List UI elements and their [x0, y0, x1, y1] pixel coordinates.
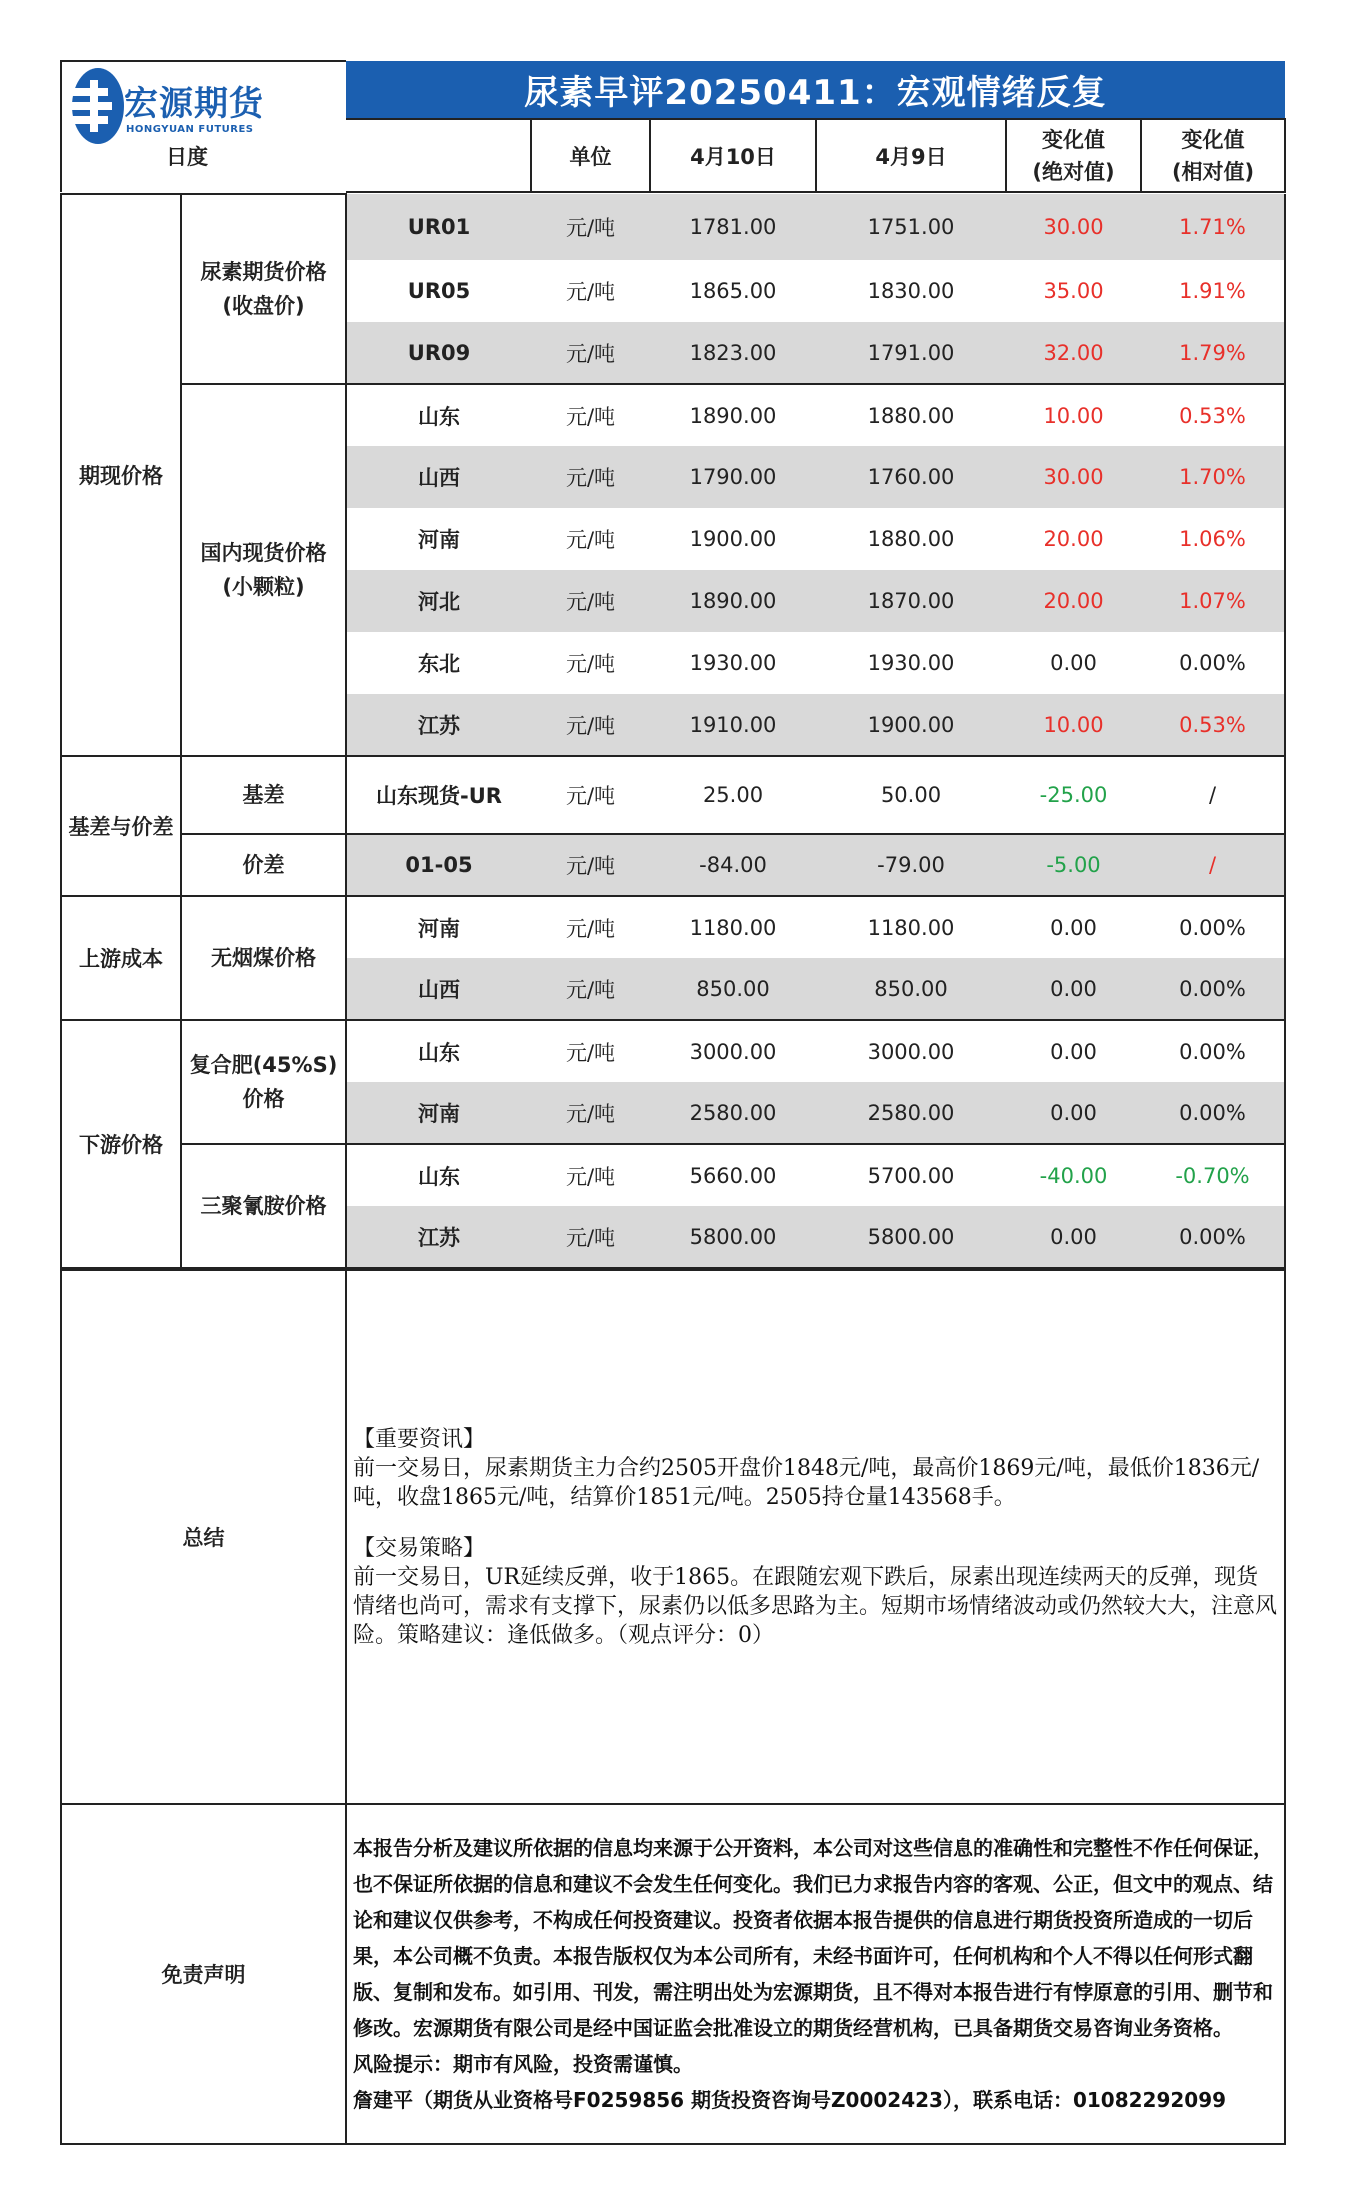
- row-abs-change: 10.00: [1043, 403, 1104, 428]
- row-name: 山东: [418, 1040, 460, 1065]
- col-rel-change-header: 变化值 (相对值): [1141, 119, 1285, 192]
- section-label: 基差与价差: [61, 756, 181, 896]
- row-unit: 元/吨: [531, 322, 650, 384]
- row-abs-change: 20.00: [1006, 570, 1141, 632]
- row-value-d1: 5800.00: [650, 1206, 816, 1268]
- row-value-d2: 1760.00: [816, 446, 1006, 508]
- strategy-body: 前一交易日，UR延续反弹，收于1865。在跟随宏观下跌后，尿素出现连续两天的反弹，现货情绪也尚可，需求有支撑下，尿素仍以低多思路为主。短期市场情绪波动或仍然较大大，注意风险。策略建议：逢低做多。（观点评分：0）: [353, 1564, 1278, 1648]
- row-value-d2: 1880.00: [867, 403, 955, 428]
- subsection-label-line: 三聚氰胺价格: [200, 1194, 327, 1218]
- row-abs-change: 0.00: [1050, 915, 1097, 940]
- subsection-label-line: 国内现货价格: [200, 541, 327, 565]
- row-rel-change: 1.06%: [1141, 508, 1285, 570]
- table-row: [61, 194, 1285, 260]
- row-name: 江苏: [346, 694, 531, 756]
- row-name: 01-05: [346, 834, 531, 896]
- report-sheet: [60, 60, 1284, 2145]
- row-value-d1: 1790.00: [650, 446, 816, 508]
- summary-label: 总结: [61, 1270, 346, 1804]
- row-abs-change: 30.00: [1006, 194, 1141, 260]
- table-row: [61, 1144, 1285, 1206]
- row-value-d1: -84.00: [650, 834, 816, 896]
- row-value-d2: 1900.00: [816, 694, 1006, 756]
- table-row: [61, 896, 1285, 958]
- row-rel-change: 1.07%: [1141, 570, 1285, 632]
- row-abs-change: 10.00: [1006, 694, 1141, 756]
- section-label: 期现价格: [61, 194, 181, 756]
- row-name: UR09: [346, 322, 531, 384]
- row-unit: 元/吨: [531, 756, 650, 834]
- row-abs-change: 0.00: [1050, 1039, 1097, 1064]
- row-rel-change: 0.00%: [1141, 896, 1285, 958]
- row-rel-change: /: [1141, 834, 1285, 896]
- row-rel-change: 0.00%: [1141, 1020, 1285, 1082]
- table-row: [61, 834, 1285, 896]
- table-row: [61, 1020, 1285, 1082]
- row-value-d1: 1823.00: [650, 322, 816, 384]
- col-date2-header: 4月9日: [816, 119, 1006, 192]
- row-abs-change: -25.00: [1006, 756, 1141, 834]
- subsection-label-line: 价格: [242, 1087, 285, 1111]
- row-name: 江苏: [346, 1206, 531, 1268]
- subsection-label-line: 复合肥(45%S): [189, 1053, 338, 1077]
- row-name: 山西: [346, 446, 531, 508]
- news-body: 前一交易日，尿素期货主力合约2505开盘价1848元/吨，最高价1869元/吨，最低价1836元/吨，收盘1865元/吨，结算价1851元/吨。2505持仓量143568手。: [353, 1455, 1260, 1510]
- disclaimer-body: 本报告分析及建议所依据的信息均来源于公开资料，本公司对这些信息的准确性和完整性不作任何保证，也不保证所依据的信息和建议不会发生任何变化。我们已力求报告内容的客观、公正，但文中的观点、结论和建议仅供参考，不构成任何投资建议。投资者依据本报告提供的信息进行期货投资所造成的一切后果，本公司概不负责。本报告版权仅为本公司所有，未经书面许可，任何机构和个人不得以任何形式翻版、复制和发布。如引用、刊发，需注明出处为宏源期货，且不得对本报告进行有悖原意的引用、删节和修改。宏源期货有限公司是经中国证监会批准设立的期货经营机构，已具备期货交易咨询业务资格。: [353, 1836, 1273, 2040]
- row-value-d1: 1890.00: [650, 570, 816, 632]
- strategy-title: 【交易策略】: [353, 1535, 486, 1561]
- row-unit: 元/吨: [531, 446, 650, 508]
- row-value-d1: 1180.00: [689, 915, 777, 940]
- report-table: [60, 60, 1286, 193]
- row-name: 河南: [346, 1082, 531, 1144]
- row-name: 山西: [346, 958, 531, 1020]
- section-label: 上游成本: [61, 896, 181, 1020]
- row-value-d2: 3000.00: [867, 1039, 955, 1064]
- row-unit: 元/吨: [531, 1206, 650, 1268]
- row-value-d1: 850.00: [650, 958, 816, 1020]
- subsection-label: [181, 384, 346, 756]
- row-value-d2: -79.00: [816, 834, 1006, 896]
- row-abs-change: 20.00: [1043, 527, 1104, 551]
- subsection-label-line: (小颗粒): [222, 575, 305, 599]
- row-value-d1: 1865.00: [689, 279, 777, 303]
- row-unit: 元/吨: [531, 834, 650, 896]
- row-name: 东北: [418, 652, 460, 676]
- row-abs-change: 0.00: [1006, 1082, 1141, 1144]
- col-unit-header-cell: 单位: [531, 119, 650, 192]
- row-value-d2: 1180.00: [867, 915, 955, 940]
- row-abs-change: 35.00: [1043, 279, 1104, 303]
- row-value-d1: 3000.00: [689, 1039, 777, 1064]
- row-abs-change: 0.00: [1050, 651, 1097, 675]
- col-date1-header: 4月10日: [650, 119, 816, 192]
- row-unit: 元/吨: [531, 570, 650, 632]
- row-value-d1: 1930.00: [689, 651, 777, 675]
- row-rel-change: 0.53%: [1141, 384, 1285, 446]
- data-table: [60, 193, 1286, 1269]
- row-rel-change: -0.70%: [1141, 1144, 1285, 1206]
- table-row: [61, 384, 1285, 446]
- row-rel-change: 1.79%: [1141, 322, 1285, 384]
- subsection-label-line: 尿素期货价格: [200, 260, 327, 284]
- row-rel-change: 1.91%: [1141, 260, 1285, 322]
- row-value-d1: 1781.00: [650, 194, 816, 260]
- row-rel-change: 1.70%: [1141, 446, 1285, 508]
- row-rel-change: 0.00%: [1141, 958, 1285, 1020]
- row-value-d1: 1900.00: [689, 527, 777, 551]
- row-unit: 元/吨: [565, 1164, 616, 1189]
- table-row: [61, 756, 1285, 834]
- subsection-label-line: 基差: [242, 783, 285, 807]
- row-value-d2: 1930.00: [867, 651, 955, 675]
- subsection-label-line: 无烟煤价格: [211, 946, 316, 970]
- report-title: 尿素早评20250411：宏观情绪反复: [346, 61, 1285, 119]
- row-value-d1: 2580.00: [650, 1082, 816, 1144]
- row-unit: 元/吨: [531, 194, 650, 260]
- subsection-label-line: (收盘价): [222, 294, 305, 318]
- subsection-label: [181, 896, 346, 1020]
- row-unit: 元/吨: [531, 1082, 650, 1144]
- row-abs-change: -5.00: [1006, 834, 1141, 896]
- row-value-d2: 2580.00: [816, 1082, 1006, 1144]
- row-value-d2: 1791.00: [816, 322, 1006, 384]
- row-unit: 元/吨: [565, 652, 616, 676]
- subsection-label: [181, 194, 346, 384]
- row-value-d2: 850.00: [816, 958, 1006, 1020]
- row-abs-change: 0.00: [1006, 1206, 1141, 1268]
- row-value-d2: 1870.00: [816, 570, 1006, 632]
- row-abs-change: 0.00: [1006, 958, 1141, 1020]
- row-value-d2: 1830.00: [867, 279, 955, 303]
- row-rel-change: 0.00%: [1141, 1082, 1285, 1144]
- logo-cell: [61, 61, 346, 192]
- row-rel-change: 1.71%: [1141, 194, 1285, 260]
- brand-name-en: HONGYUAN FUTURES: [126, 124, 254, 135]
- summary-content: [346, 1270, 1285, 1804]
- row-value-d1: 25.00: [650, 756, 816, 834]
- risk-warning: 风险提示：期市有风险，投资需谨慎。: [353, 2052, 693, 2076]
- row-value-d1: 5660.00: [689, 1163, 777, 1188]
- subsection-label: [181, 1144, 346, 1268]
- subsection-label: [181, 834, 346, 896]
- row-name: 河北: [346, 570, 531, 632]
- subsection-label: [181, 756, 346, 834]
- row-name: 山东现货-UR: [346, 756, 531, 834]
- row-unit: 元/吨: [531, 958, 650, 1020]
- row-name: 山东: [418, 404, 460, 429]
- row-abs-change: 32.00: [1006, 322, 1141, 384]
- row-value-d1: 1890.00: [689, 403, 777, 428]
- row-unit: 元/吨: [565, 404, 616, 429]
- row-abs-change: 30.00: [1006, 446, 1141, 508]
- summary-table: [60, 1269, 1286, 2145]
- row-abs-change: -40.00: [1039, 1163, 1108, 1188]
- row-rel-change: /: [1141, 756, 1285, 834]
- row-rel-change: 0.53%: [1141, 694, 1285, 756]
- col-abs-change-header: 变化值 (绝对值): [1006, 119, 1141, 192]
- row-name: 河南: [418, 528, 460, 552]
- row-value-d2: 5800.00: [816, 1206, 1006, 1268]
- row-unit: 元/吨: [565, 280, 616, 304]
- row-name: 山东: [418, 1164, 460, 1189]
- row-unit: 元/吨: [565, 1040, 616, 1065]
- author-info: 詹建平（期货从业资格号F0259856 期货投资咨询号Z0002423），联系电话：01082292099: [353, 2088, 1227, 2112]
- col-period-header: 日度: [166, 144, 208, 169]
- row-value-d2: 1880.00: [867, 527, 955, 551]
- row-name: UR01: [346, 194, 531, 260]
- row-unit: 元/吨: [565, 916, 616, 941]
- row-rel-change: 0.00%: [1141, 632, 1285, 694]
- disclaimer-label: 免责声明: [61, 1804, 346, 2144]
- row-unit: 元/吨: [531, 694, 650, 756]
- row-rel-change: 0.00%: [1141, 1206, 1285, 1268]
- row-unit: 元/吨: [565, 528, 616, 552]
- row-name: UR05: [407, 279, 471, 303]
- subsection-label-line: 价差: [242, 853, 285, 877]
- brand-name: 宏源期货: [124, 84, 264, 124]
- section-label: 下游价格: [61, 1020, 181, 1268]
- row-name: 河南: [418, 916, 460, 941]
- row-value-d2: 1751.00: [816, 194, 1006, 260]
- news-title: 【重要资讯】: [353, 1426, 486, 1452]
- row-value-d1: 1910.00: [650, 694, 816, 756]
- hongyuan-logo-icon: [68, 66, 124, 146]
- row-value-d2: 50.00: [816, 756, 1006, 834]
- subsection-label: [181, 1020, 346, 1144]
- row-value-d2: 5700.00: [867, 1163, 955, 1188]
- disclaimer-content: [346, 1804, 1285, 2144]
